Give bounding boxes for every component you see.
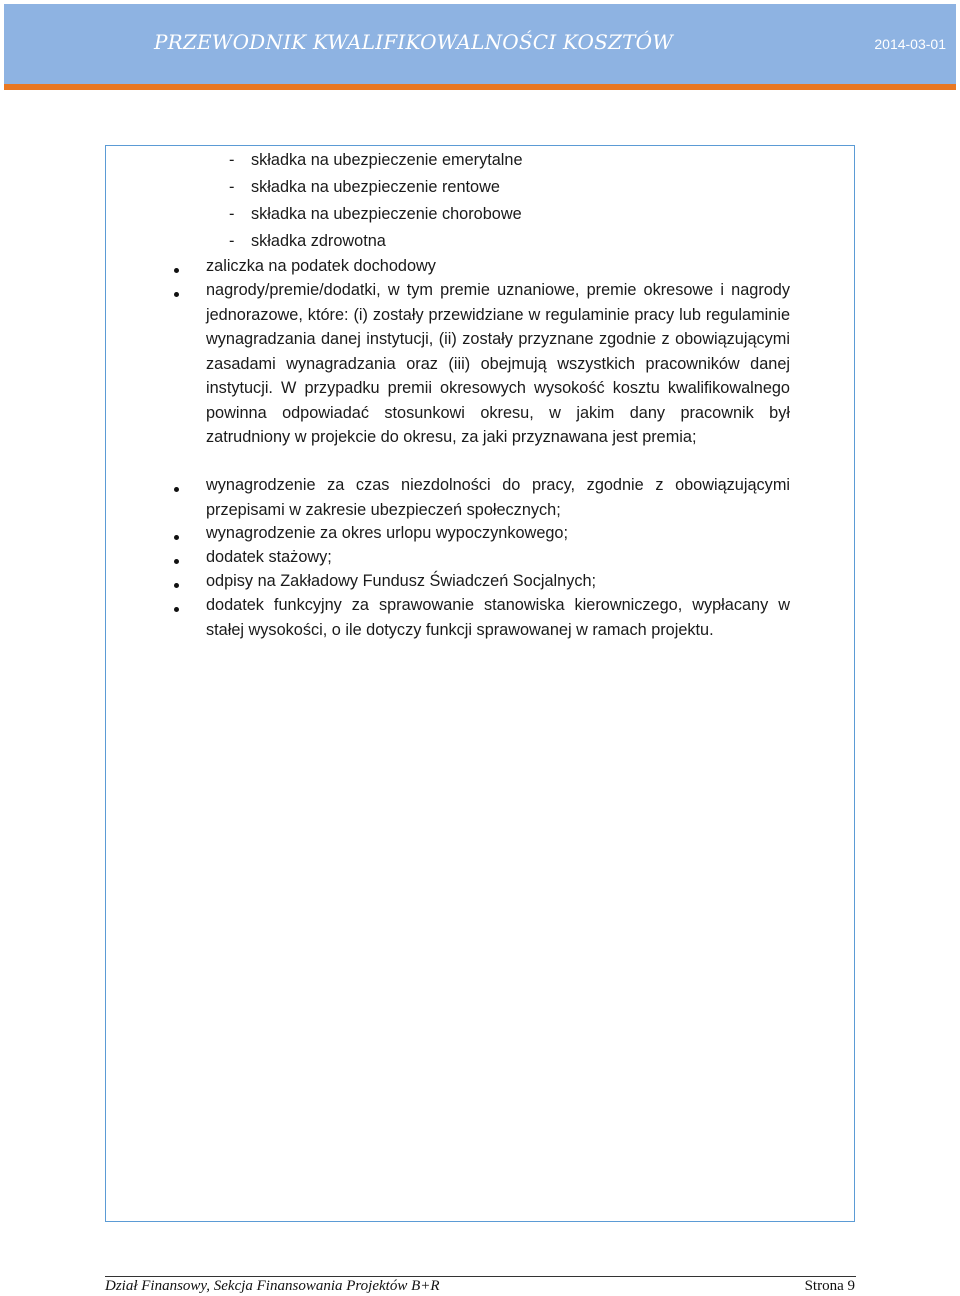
bullet-list-item: zaliczka na podatek dochodowy <box>206 257 436 275</box>
dash-item-text: składka na ubezpieczenie rentowe <box>251 178 500 196</box>
dash-list-item <box>229 202 522 227</box>
bullet-list-item: odpisy na Zakładowy Fundusz Świadczeń Socjalnych; <box>206 572 597 590</box>
bullet-icon <box>174 535 179 540</box>
dash-marker: - <box>229 205 235 223</box>
header-accent-line <box>4 84 956 90</box>
bullet-icon <box>174 268 179 273</box>
bullet-list-item: dodatek stażowy; <box>206 548 332 566</box>
footer-divider <box>105 1276 856 1277</box>
bullet-icon <box>174 487 179 492</box>
dash-item-text: składka na ubezpieczenie chorobowe <box>251 205 522 223</box>
dash-marker: - <box>229 178 235 196</box>
dash-list-item <box>229 175 500 200</box>
bullet-icon <box>174 292 179 297</box>
dash-marker: - <box>229 232 235 250</box>
document-title: PRZEWODNIK KWALIFIKOWALNOŚCI KOSZTÓW <box>154 30 674 54</box>
dash-marker: - <box>229 151 235 169</box>
bullet-list-item: wynagrodzenie za czas niezdolności do pracy, zgodnie z obowiązującymi przepisami w zakresie ubezpieczeń społecznych; <box>206 476 790 519</box>
bullet-icon <box>174 607 179 612</box>
dash-list-item <box>229 148 523 173</box>
bullet-list-item: wynagrodzenie za okres urlopu wypoczynkowego; <box>206 524 569 542</box>
footer-department: Dział Finansowy, Sekcja Finansowania Projektów B+R <box>105 1278 440 1294</box>
bullet-icon <box>174 559 179 564</box>
dash-list-item <box>229 229 386 254</box>
dash-item-text: składka zdrowotna <box>251 232 386 250</box>
bullet-icon <box>174 583 179 588</box>
document-date: 2014-03-01 <box>874 36 946 52</box>
bullet-list-item: nagrody/premie/dodatki, w tym premie uznaniowe, premie okresowe i nagrody jednorazowe, które: (i) zostały przewidziane w regulaminie pracy lub regulaminie wynagradzania danej instytucji, (ii) zostały przyznane zgodnie z obowiązującymi zasadami wynagradzania oraz (iii) obejmują wszystkich pracowników danej instytucji. W przypadku premii okresowych wysokość kosztu kwalifikowalnego powinna odpowiadać stosunkowi okresu, w jakim dany pracownik był zatrudniony w projekcie do okresu, za jaki przyznawana jest premia; <box>206 281 790 446</box>
page-number: Strona 9 <box>804 1278 855 1294</box>
bullet-list-item: dodatek funkcyjny za sprawowanie stanowiska kierowniczego, wypłacany w stałej wysokości, o ile dotyczy funkcji sprawowanej w ramach projektu. <box>206 596 790 639</box>
dash-item-text: składka na ubezpieczenie emerytalne <box>251 151 523 169</box>
